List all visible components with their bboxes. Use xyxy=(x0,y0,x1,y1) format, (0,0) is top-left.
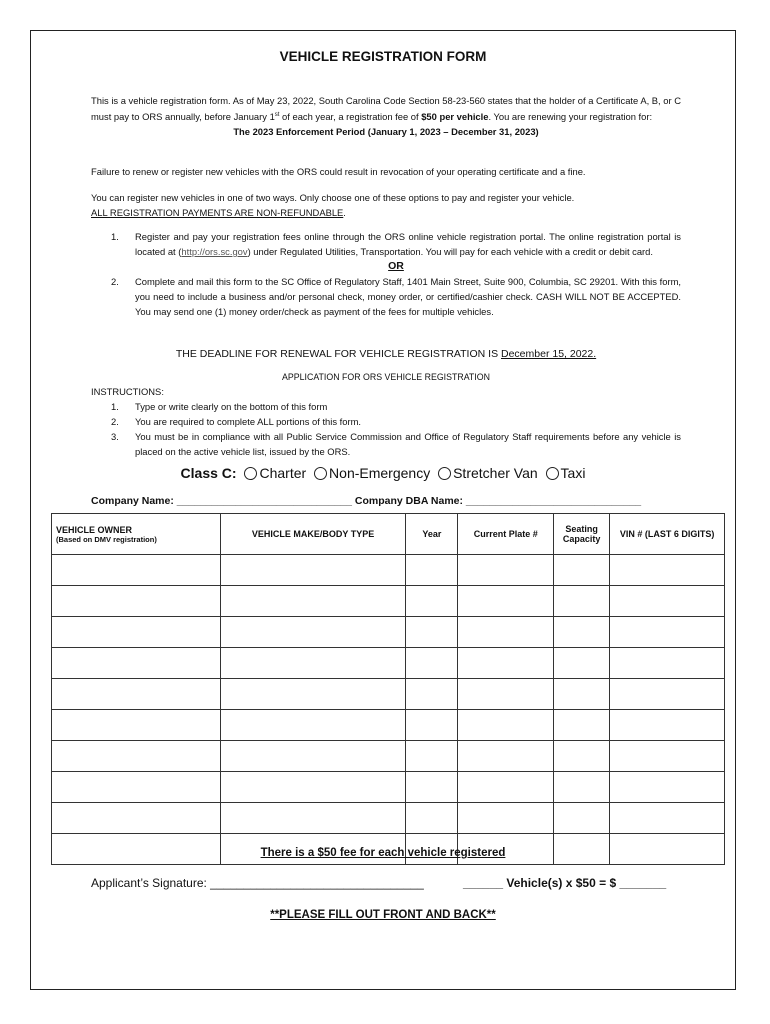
instruction-item xyxy=(111,414,681,429)
year-cell[interactable] xyxy=(406,679,458,710)
make-cell[interactable] xyxy=(220,803,406,834)
plate-cell[interactable] xyxy=(458,772,554,803)
intro-fee: $50 per vehicle xyxy=(421,111,489,123)
table-row xyxy=(52,586,725,617)
stretcher-van-radio[interactable] xyxy=(438,467,451,480)
vin-cell[interactable] xyxy=(610,586,725,617)
vin-cell[interactable] xyxy=(610,803,725,834)
option-2-number: 2. xyxy=(111,276,119,287)
make-column-header: VEHICLE MAKE/BODY TYPE xyxy=(220,514,406,555)
year-cell[interactable] xyxy=(406,648,458,679)
table-header-row xyxy=(52,514,725,555)
owner-cell[interactable] xyxy=(52,555,221,586)
table-row xyxy=(52,679,725,710)
ways-text: You can register new vehicles in one of two ways. Only choose one of these options to pay and register your vehicle. xyxy=(91,192,575,203)
option-2-text: Complete and mail this form to the SC Office of Regulatory Staff, 1401 Main Street, Suite 900, Columbia, SC 29201. With this form, you need to include a business and/or personal check, money order, or certified/cashier check. CASH WILL NOT BE ACCEPTED. You may send one (1) money order/check as payment of the fees for multiple vehicles. xyxy=(135,276,681,317)
make-cell[interactable] xyxy=(220,555,406,586)
nonrefund-period: . xyxy=(343,207,346,218)
deadline-line xyxy=(91,347,681,362)
instruction-number: 2. xyxy=(111,416,119,427)
seating-header-line2: Capacity xyxy=(562,534,601,544)
make-cell[interactable] xyxy=(220,710,406,741)
plate-cell[interactable] xyxy=(458,648,554,679)
applicant-signature-field[interactable]: Applicant’s Signature: ________________________________ xyxy=(91,876,424,890)
taxi-label: Taxi xyxy=(560,465,586,481)
vehicle-fee-calculation[interactable]: ______ Vehicle(s) x $50 = $ _______ xyxy=(463,876,667,890)
seating-header-line1: Seating xyxy=(565,524,598,534)
table-row xyxy=(52,803,725,834)
application-heading: APPLICATION FOR ORS VEHICLE REGISTRATION xyxy=(282,372,490,382)
ors-portal-link[interactable]: http://ors.sc.gov xyxy=(181,246,248,257)
seating-cell[interactable] xyxy=(554,586,610,617)
owner-header-text: VEHICLE OWNER xyxy=(56,524,133,535)
vin-cell[interactable] xyxy=(610,710,725,741)
nonrefund-text: ALL REGISTRATION PAYMENTS ARE NON-REFUNDABLE xyxy=(91,207,344,218)
deadline-text: THE DEADLINE FOR RENEWAL FOR VEHICLE REGISTRATION IS xyxy=(175,348,501,360)
page-title: VEHICLE REGISTRATION FORM xyxy=(279,49,487,64)
year-cell[interactable] xyxy=(406,772,458,803)
make-cell[interactable] xyxy=(220,741,406,772)
owner-header-sub: (Based on DMV registration) xyxy=(56,534,157,544)
plate-cell[interactable] xyxy=(458,803,554,834)
make-cell[interactable] xyxy=(220,586,406,617)
taxi-radio[interactable] xyxy=(546,467,559,480)
instructions-heading: INSTRUCTIONS: xyxy=(91,386,164,397)
intro-paragraph xyxy=(91,93,681,139)
deadline-date: December 15, 2022. xyxy=(501,348,597,360)
instruction-text: You must be in compliance with all Public Service Commission and Office of Regulatory Staff requirements before any vehicle is placed on the active vehicle list, issued by the ORS. xyxy=(135,431,681,457)
instruction-item xyxy=(111,399,681,414)
vin-cell[interactable] xyxy=(610,617,725,648)
instruction-item xyxy=(111,429,681,459)
seating-cell[interactable] xyxy=(554,617,610,648)
table-row xyxy=(52,555,725,586)
fill-front-back-note: **PLEASE FILL OUT FRONT AND BACK** xyxy=(270,909,496,921)
intro-text-a: This is a vehicle registration form. As of May 23, 2022, South Carolina Code Section 58-23-560 states that the holder of a Certificate A, B, or C must pay to ORS annually, before January 1 xyxy=(91,95,681,123)
owner-cell[interactable] xyxy=(52,617,221,648)
year-cell[interactable] xyxy=(406,803,458,834)
vehicle-table xyxy=(51,513,725,865)
owner-cell[interactable] xyxy=(52,648,221,679)
seating-cell[interactable] xyxy=(554,555,610,586)
non-emergency-label: Non-Emergency xyxy=(329,465,431,481)
table-row xyxy=(52,710,725,741)
instructions-list xyxy=(111,399,681,459)
vin-cell[interactable] xyxy=(610,648,725,679)
company-name-field[interactable]: Company Name: ______________________________ xyxy=(91,495,352,507)
instruction-number: 1. xyxy=(111,401,119,412)
intro-sup: st xyxy=(274,112,280,118)
make-cell[interactable] xyxy=(220,679,406,710)
owner-cell[interactable] xyxy=(52,772,221,803)
year-cell[interactable] xyxy=(406,741,458,772)
owner-cell[interactable] xyxy=(52,710,221,741)
plate-cell[interactable] xyxy=(458,741,554,772)
vin-cell[interactable] xyxy=(610,679,725,710)
seating-cell[interactable] xyxy=(554,648,610,679)
plate-cell[interactable] xyxy=(458,710,554,741)
plate-column-header: Current Plate # xyxy=(458,514,554,555)
vin-column-header: VIN # (LAST 6 DIGITS) xyxy=(610,514,725,555)
seating-cell[interactable] xyxy=(554,710,610,741)
vin-cell[interactable] xyxy=(610,741,725,772)
table-row xyxy=(52,617,725,648)
charter-label: Charter xyxy=(259,465,307,481)
table-row xyxy=(52,648,725,679)
option-1-text-a: Register and pay your registration fees online through the ORS online vehicle registration portal. The online registration portal is located at ( xyxy=(135,231,681,257)
owner-cell[interactable] xyxy=(52,803,221,834)
class-c-row xyxy=(31,465,735,481)
table-row xyxy=(52,772,725,803)
instruction-text: You are required to complete ALL portions of this form. xyxy=(135,416,361,427)
option-1-text-b: ) under Regulated Utilities, Transportation. You will pay for each vehicle with a credit or debit card. xyxy=(247,246,653,257)
owner-cell[interactable] xyxy=(52,741,221,772)
vin-cell[interactable] xyxy=(610,772,725,803)
make-cell[interactable] xyxy=(220,648,406,679)
intro-text-c: . You are renewing your registration for: xyxy=(488,111,653,123)
year-cell[interactable] xyxy=(406,710,458,741)
owner-column-header xyxy=(52,514,221,555)
ways-paragraph xyxy=(91,190,681,220)
company-dba-field[interactable]: Company DBA Name: ______________________________ xyxy=(354,495,642,507)
stretcher-van-label: Stretcher Van xyxy=(453,465,538,481)
or-divider: OR xyxy=(388,260,404,272)
instruction-text: Type or write clearly on the bottom of this form xyxy=(135,401,328,412)
seating-column-header xyxy=(554,514,610,555)
year-cell[interactable] xyxy=(406,586,458,617)
plate-cell[interactable] xyxy=(458,617,554,648)
plate-cell[interactable] xyxy=(458,586,554,617)
plate-cell[interactable] xyxy=(458,555,554,586)
vin-cell[interactable] xyxy=(610,555,725,586)
fee-note: There is a $50 fee for each vehicle registered xyxy=(260,847,506,859)
registration-options xyxy=(111,229,681,319)
option-2 xyxy=(111,274,681,319)
year-column-header: Year xyxy=(406,514,458,555)
make-cell[interactable] xyxy=(220,617,406,648)
intro-text-b: of each year, a registration fee of xyxy=(279,111,422,123)
class-c-label: Class C: xyxy=(180,465,237,481)
make-cell[interactable] xyxy=(220,772,406,803)
owner-cell[interactable] xyxy=(52,679,221,710)
plate-cell[interactable] xyxy=(458,679,554,710)
table-row xyxy=(52,741,725,772)
charter-radio[interactable] xyxy=(244,467,257,480)
enforcement-period: The 2023 Enforcement Period (January 1, 2023 – December 31, 2023) xyxy=(233,126,539,138)
non-emergency-radio[interactable] xyxy=(314,467,327,480)
owner-cell[interactable] xyxy=(52,586,221,617)
year-cell[interactable] xyxy=(406,555,458,586)
seating-cell[interactable] xyxy=(554,803,610,834)
seating-cell[interactable] xyxy=(554,679,610,710)
seating-cell[interactable] xyxy=(554,741,610,772)
seating-cell[interactable] xyxy=(554,772,610,803)
table-body xyxy=(52,555,725,865)
year-cell[interactable] xyxy=(406,617,458,648)
option-1 xyxy=(111,229,681,259)
form-page xyxy=(30,30,736,990)
instruction-number: 3. xyxy=(111,431,119,442)
option-1-number: 1. xyxy=(111,231,119,242)
failure-text: Failure to renew or register new vehicles with the ORS could result in revocation of your operating certificate and a fine. xyxy=(91,166,586,177)
company-row xyxy=(91,495,641,507)
